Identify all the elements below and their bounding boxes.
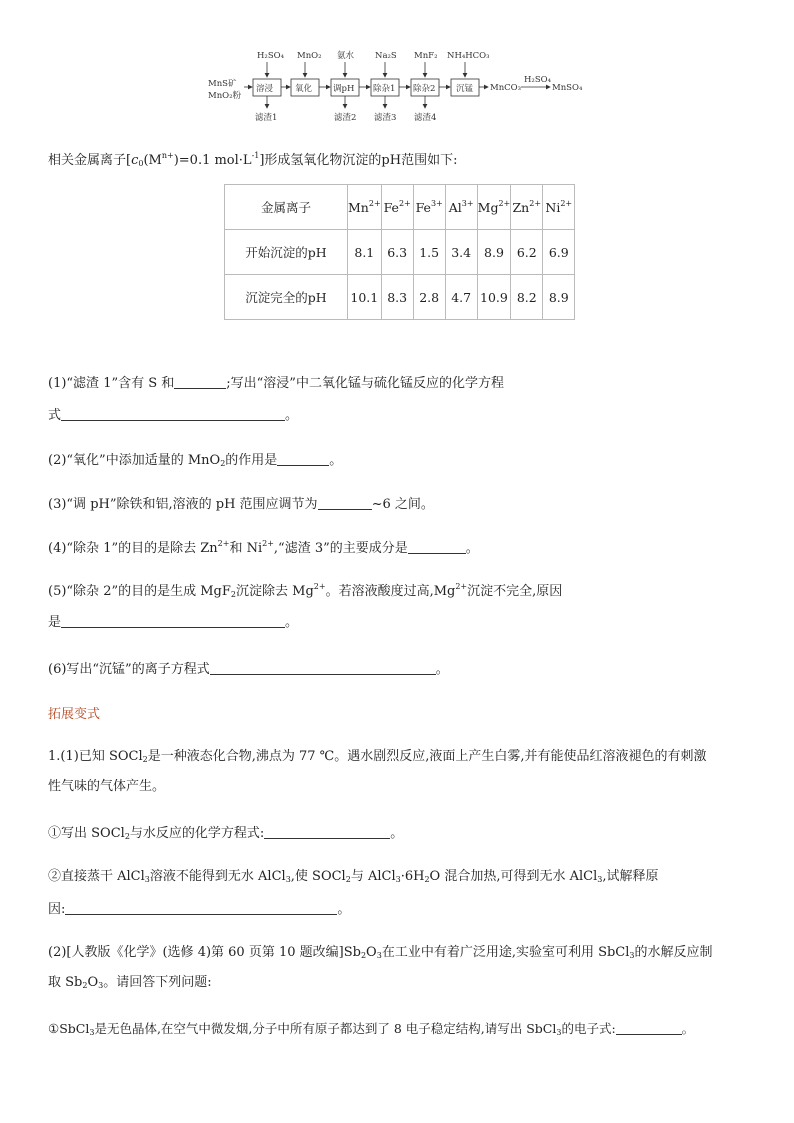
table-cell: 8.9 (543, 275, 575, 320)
table-row (225, 185, 575, 230)
problem-2-question-1: ①SbCl$_3$是无色晶体,在空气中微发烟,分子中所有原子都达到了 8 电子稳定结构,请写出 SbCl$_3$的电子式: 。 (48, 1021, 695, 1037)
residue-label: 滤渣3 (374, 113, 397, 123)
intro-sub: 0 (138, 159, 144, 168)
intro-text: ]形成氢氧化物沉淀的pH范围如下: (259, 153, 458, 168)
intro-text: 相关金属离子[ (48, 153, 132, 168)
section-title: 拓展变式 (48, 707, 101, 722)
residue-label: 滤渣2 (334, 113, 357, 123)
problem-1-question-2: ②直接蒸干 AlCl$_3$溶液不能得到无水 AlCl$_3$,使 SOCl$_2$与 $AlCl_3\cdot 6H_2O$ 混合加热,可得到无水 AlCl$_3$,试解释原 (48, 869, 659, 884)
answer-blank[interactable] (65, 900, 337, 915)
problem-1-question-1: ①写出 SOCl$_2$与水反应的化学方程式: 。 (48, 826, 404, 841)
table-cell: 8.2 (511, 275, 543, 320)
ion-cell: $Ni^{2+}$ (543, 185, 575, 230)
table-cell: 2.8 (413, 275, 445, 320)
intro-text: )=0.1 mol·L (173, 153, 252, 168)
intro-c: c (131, 153, 139, 168)
table-cell: 6.2 (511, 230, 543, 275)
row-label: 沉淀完全的pH (225, 275, 348, 320)
input-label: MnS矿 (208, 79, 237, 89)
ion-cell: $Fe^{2+}$ (381, 185, 413, 230)
intro-sup: -1 (251, 151, 260, 160)
reagent-label: MnO₂ (297, 51, 322, 61)
step-box: 沉锰 (456, 84, 474, 94)
answer-blank[interactable] (408, 539, 466, 554)
step-box: 除杂2 (413, 84, 436, 94)
product-label: MnSO₄ (552, 83, 583, 93)
answer-blank[interactable] (616, 1020, 682, 1035)
ion-cell: $Al^{3+}$ (445, 185, 477, 230)
ion-cell: $Mg^{2+}$ (477, 185, 511, 230)
problem-1-question-2-cont: 因: 。 (48, 902, 351, 917)
residue-label: 滤渣4 (414, 113, 437, 123)
table-cell: 4.7 (445, 275, 477, 320)
intro-sup: n+ (161, 151, 174, 160)
input-label: MnO₂粉 (208, 91, 242, 101)
reagent-label: MnF₂ (414, 51, 438, 61)
table-cell: 3.4 (445, 230, 477, 275)
intermediate-label: MnCO₃ (490, 83, 522, 93)
question-1-cont: 式 。 (48, 408, 299, 423)
question-2: (2)“氧化”中添加适量的 MnO$_2$的作用是 。 (48, 453, 343, 468)
intro-sentence (48, 152, 457, 170)
table-cell: 1.5 (413, 230, 445, 275)
step-box: 调pH (333, 84, 355, 94)
ion-cell: $Fe^{3+}$ (413, 185, 445, 230)
table-cell: 8.9 (477, 230, 511, 275)
answer-blank[interactable] (277, 451, 329, 466)
answer-blank[interactable] (318, 495, 372, 510)
table-row (225, 230, 575, 275)
table-cell: 10.1 (348, 275, 382, 320)
table-header-label: 金属离子 (225, 185, 348, 230)
question-4: (4)“除杂 1”的目的是除去 $Zn^{2+}$和 $Ni^{2+},“$滤渣 3”的主要成分是 。 (48, 539, 479, 556)
table-row (225, 275, 575, 320)
reagent-label: 氨水 (337, 51, 355, 61)
problem-1-intro-cont: 性气味的气体产生。 (48, 779, 166, 794)
problem-2-intro-cont: 取 $Sb_2O_3$。请回答下列问题: (48, 975, 212, 990)
question-3: (3)“调 pH”除铁和铝,溶液的 pH 范围应调节为 ~6 之间。 (48, 497, 434, 512)
answer-blank[interactable] (210, 660, 436, 675)
residue-label: 滤渣1 (255, 113, 278, 123)
table-cell: 8.1 (348, 230, 382, 275)
question-5: (5)“除杂 2”的目的是生成 MgF$_2$沉淀除去 $Mg^{2+}$。若溶液酸度过高$,Mg^{2+}$沉淀不完全,原因 (48, 582, 563, 599)
ph-table (224, 184, 575, 320)
answer-blank[interactable] (174, 374, 226, 389)
answer-blank[interactable] (61, 613, 285, 628)
problem-2-intro: (2)[人教版《化学》(选修 4)第 60 页第 10 题改编]$Sb_2O_3$在工业中有着广泛用途,实验室可利用 SbCl$_3$的水解反应制 (48, 945, 713, 960)
ion-cell: $Mn^{2+}$ (348, 185, 382, 230)
intro-text: (M (143, 153, 162, 168)
table-cell: 6.9 (543, 230, 575, 275)
answer-blank[interactable] (264, 824, 390, 839)
reagent-label: NH₄HCO₃ (447, 51, 490, 61)
process-flowchart (200, 44, 600, 128)
question-6: (6)写出“沉锰”的离子方程式 。 (48, 662, 449, 677)
arrow-reagent-label: H₂SO₄ (524, 75, 552, 85)
ion-cell: $Zn^{2+}$ (511, 185, 543, 230)
step-box: 溶浸 (256, 84, 274, 94)
table-cell: 8.3 (381, 275, 413, 320)
reagent-label: Na₂S (375, 51, 397, 61)
table-cell: 10.9 (477, 275, 511, 320)
question-5-cont: 是 。 (48, 615, 299, 630)
answer-blank[interactable] (61, 406, 285, 421)
row-label: 开始沉淀的pH (225, 230, 348, 275)
step-box: 氧化 (295, 84, 313, 94)
question-1: (1)“滤渣 1”含有 S 和 ;写出“溶浸”中二氧化锰与硫化锰反应的化学方程 (48, 376, 504, 391)
problem-1-intro: 1.(1)已知 SOCl$_2$是一种液态化合物,沸点为 77 ℃。遇水剧烈反应,液面上产生白雾,并有能使品红溶液褪色的有刺激 (48, 749, 707, 764)
reagent-label: H₂SO₄ (257, 51, 285, 61)
step-box: 除杂1 (373, 84, 396, 94)
table-cell: 6.3 (381, 230, 413, 275)
